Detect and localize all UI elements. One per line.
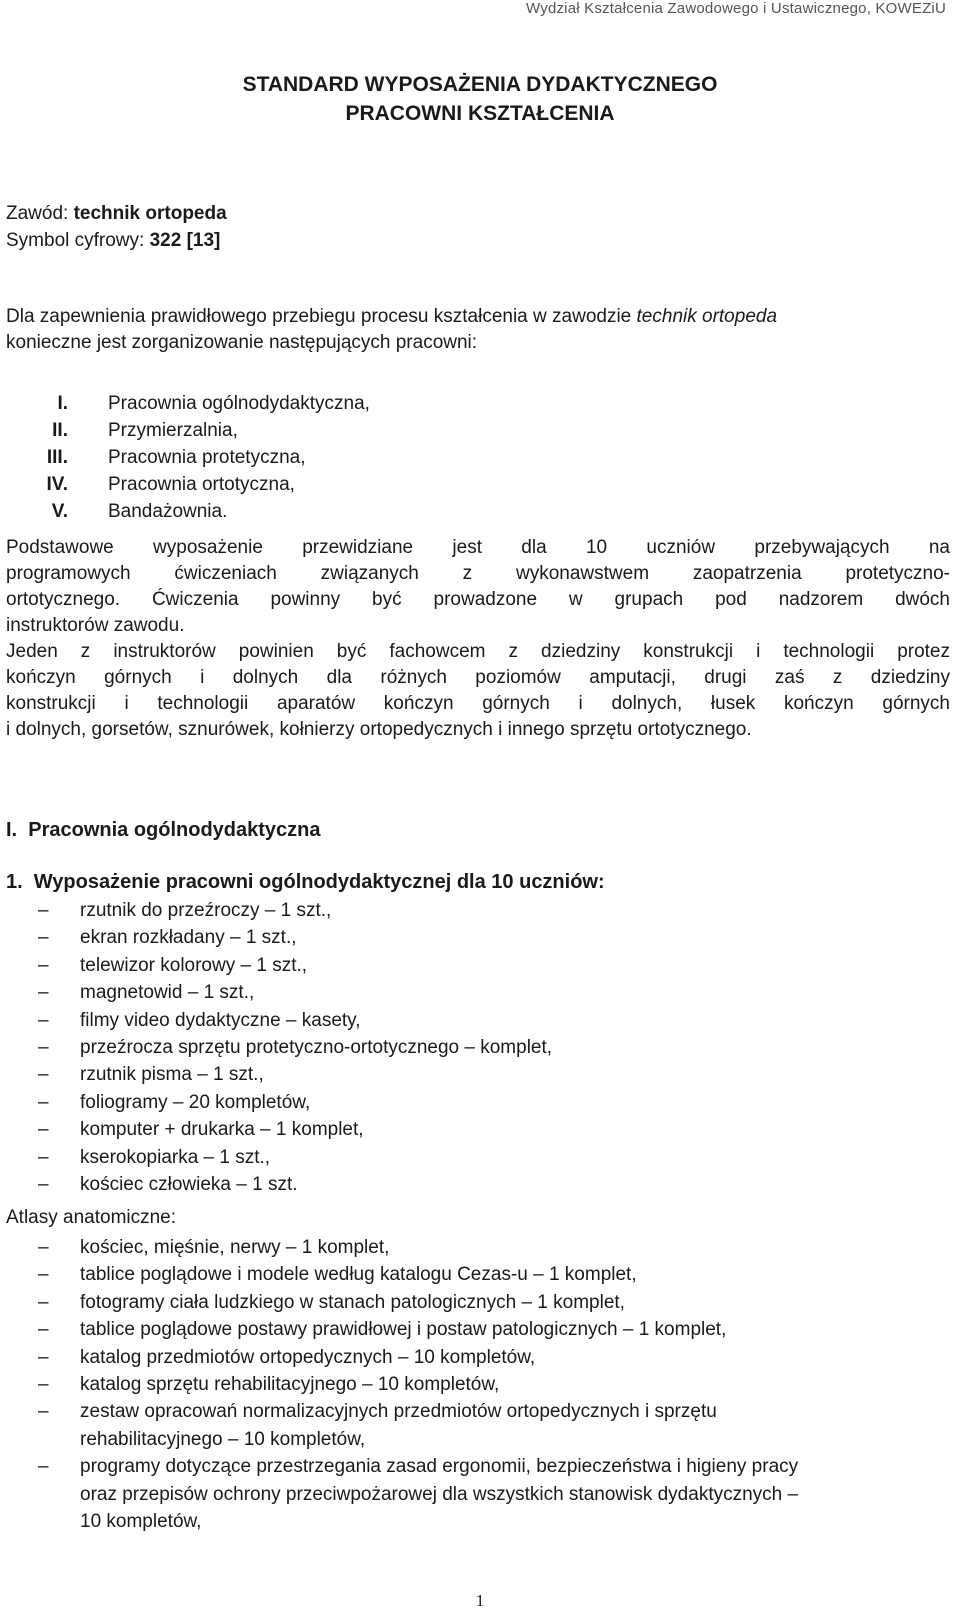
- dash-bullet: –: [38, 1119, 49, 1141]
- dash-bullet: –: [38, 1146, 49, 1168]
- dash-bullet: –: [38, 1264, 49, 1286]
- equipment-list: [6, 897, 946, 1198]
- dash-bullet: –: [38, 1037, 49, 1059]
- list-item: [0, 417, 370, 444]
- list-item-text: katalog przedmiotów ortopedycznych – 10 kompletów,: [80, 1346, 536, 1368]
- list-item: [6, 897, 946, 924]
- dash-bullet: –: [38, 982, 49, 1004]
- list-item-text: przeźrocza sprzętu protetyczno-ortotycznego – komplet,: [80, 1037, 553, 1059]
- dash-bullet: –: [38, 1091, 49, 1113]
- list-number: II.: [52, 420, 68, 441]
- list-item: [0, 498, 370, 525]
- list-item: [6, 1007, 946, 1034]
- list-item: [6, 952, 946, 979]
- list-item: [6, 1234, 946, 1261]
- intro-line-1: [6, 304, 950, 330]
- list-number: IV.: [46, 474, 68, 495]
- profession-row: [6, 200, 950, 227]
- list-item-text: fotogramy ciała ludzkiego w stanach patologicznych – 1 komplet,: [80, 1291, 625, 1313]
- list-item: [6, 1144, 946, 1171]
- list-item: [6, 1116, 946, 1143]
- paragraph-line: kończyn górnych i dolnych dla różnych poziomów amputacji, drugi zaś z dziedziny: [6, 667, 950, 688]
- paragraph-line: Podstawowe wyposażenie przewidziane jest dla 10 uczniów przebywających na: [6, 537, 950, 558]
- title-line-1: STANDARD WYPOSAŻENIA DYDAKTYCZNEGO: [242, 73, 718, 96]
- list-item-text: kościec, mięśnie, nerwy – 1 komplet,: [80, 1237, 390, 1258]
- list-item-line: rehabilitacyjnego – 10 kompletów,: [80, 1428, 366, 1450]
- intro-line-2: konieczne jest zorganizowanie następujących pracowni:: [6, 332, 478, 353]
- list-item: [0, 390, 370, 417]
- dash-bullet: –: [38, 1237, 49, 1258]
- dash-bullet: –: [38, 954, 49, 976]
- symbol-row: [6, 227, 950, 254]
- list-item-text: tablice poglądowe postawy prawidłowej i postaw patologicznych – 1 komplet,: [80, 1319, 727, 1341]
- list-item-line: zestaw opracowań normalizacyjnych przedmiotów ortopedycznych i sprzętu: [80, 1401, 717, 1423]
- list-item: [6, 1261, 946, 1288]
- symbol-value: 322 [13]: [149, 230, 221, 251]
- intro-italic-profession: technik ortopeda: [636, 306, 778, 327]
- list-item-text: kościec człowieka – 1 szt.: [80, 1174, 298, 1196]
- atlases-list: [6, 1234, 946, 1535]
- paragraph-line: i dolnych, gorsetów, sznurówek, kołnierzy ortopedycznych i innego sprzętu ortotycznego.: [6, 719, 752, 740]
- list-item-text: komputer + drukarka – 1 komplet,: [80, 1119, 364, 1141]
- list-item-text: tablice poglądowe i modele według katalogu Cezas-u – 1 komplet,: [80, 1264, 637, 1286]
- dash-bullet: –: [38, 1456, 49, 1478]
- paragraph-line: konstrukcji i technologii aparatów kończyn górnych i dolnych, łusek kończyn górnych: [6, 693, 950, 714]
- dash-bullet: –: [38, 900, 49, 921]
- list-item: [0, 444, 370, 471]
- symbol-label: Symbol cyfrowy:: [6, 230, 150, 251]
- list-item: [6, 979, 946, 1006]
- dash-bullet: –: [38, 1174, 49, 1196]
- list-item: [6, 1453, 946, 1535]
- title-line-2: PRACOWNI KSZTAŁCENIA: [345, 102, 615, 125]
- list-number: III.: [46, 447, 68, 468]
- list-item-text: kserokopiarka – 1 szt.,: [80, 1146, 271, 1168]
- list-item: [6, 1398, 946, 1453]
- dash-bullet: –: [38, 1009, 49, 1031]
- intro-text: Dla zapewnienia prawidłowego przebiegu procesu kształcenia w zawodzie: [6, 306, 637, 327]
- dash-bullet: –: [38, 1291, 49, 1313]
- list-item: [6, 1316, 946, 1343]
- paragraph-line: programowych ćwiczeniach związanych z wykonawstwem zaopatrzenia protetyczno-: [6, 563, 950, 584]
- dash-bullet: –: [38, 1346, 49, 1368]
- list-item: [6, 1089, 946, 1116]
- list-item: [6, 1344, 946, 1371]
- list-item-line: 10 kompletów,: [80, 1511, 202, 1533]
- list-item: [6, 924, 946, 951]
- list-item-text: telewizor kolorowy – 1 szt.,: [80, 954, 308, 976]
- list-item-line: programy dotyczące przestrzegania zasad ergonomii, bezpieczeństwa i higieny pracy: [80, 1456, 799, 1478]
- list-item-text: foliogramy – 20 kompletów,: [80, 1091, 311, 1113]
- list-item-text: Przymierzalnia,: [108, 420, 238, 441]
- list-item: [0, 471, 370, 498]
- atlases-label: Atlasy anatomiczne:: [6, 1207, 177, 1228]
- list-item: [6, 1289, 946, 1316]
- list-number: V.: [51, 501, 68, 522]
- dash-bullet: –: [38, 1374, 49, 1396]
- dash-bullet: –: [38, 1319, 49, 1341]
- paragraph-line: instruktorów zawodu.: [6, 615, 185, 636]
- section-heading: I. Pracownia ogólnodydaktyczna: [6, 819, 321, 841]
- paragraph-basic-equipment: [6, 535, 950, 639]
- paragraph-line: ortotycznego. Ćwiczenia powinny być prowadzone w grupach pod nadzorem dwóch: [6, 589, 950, 610]
- list-item-line: oraz przepisów ochrony przeciwpożarowej dla wszystkich stanowisk dydaktycznych –: [80, 1483, 799, 1505]
- page-header: Wydział Kształcenia Zawodowego i Ustawicznego, KOWEZiU: [526, 0, 946, 17]
- list-item-text: magnetowid – 1 szt.,: [80, 982, 255, 1004]
- list-item-text: Pracownia ortotyczna,: [108, 474, 295, 495]
- dash-bullet: –: [38, 927, 49, 949]
- list-item: [6, 1034, 946, 1061]
- list-item-text: Bandażownia.: [108, 501, 228, 522]
- list-item: [6, 1371, 946, 1398]
- profession-value: technik ortopeda: [73, 203, 227, 224]
- list-item-text: rzutnik do przeźroczy – 1 szt.,: [80, 900, 332, 921]
- list-item: [6, 1061, 946, 1088]
- list-item-text: Pracownia protetyczna,: [108, 447, 306, 468]
- page-number: 1: [475, 1591, 485, 1610]
- paragraph-instructors: [6, 639, 950, 743]
- list-item-text: ekran rozkładany – 1 szt.,: [80, 927, 297, 949]
- intro-paragraph: [6, 304, 950, 356]
- list-item-text: rzutnik pisma – 1 szt.,: [80, 1064, 264, 1086]
- list-item-text: [80, 1453, 946, 1535]
- subsection-heading: 1. Wyposażenie pracowni ogólnodydaktycznej dla 10 uczniów:: [6, 871, 605, 893]
- list-number: I.: [57, 393, 68, 414]
- document-title: [0, 70, 960, 128]
- list-item-text: [80, 1398, 946, 1453]
- list-item: [6, 1171, 946, 1198]
- paragraph-line: Jeden z instruktorów powinien być fachowcem z dziedziny konstrukcji i technologii protez: [6, 641, 950, 662]
- profession-label: Zawód:: [6, 203, 74, 224]
- list-item-text: filmy video dydaktyczne – kasety,: [80, 1009, 361, 1031]
- list-item-text: katalog sprzętu rehabilitacyjnego – 10 kompletów,: [80, 1374, 500, 1396]
- list-item-text: Pracownia ogólnodydaktyczna,: [108, 393, 370, 414]
- rooms-list: [0, 390, 370, 525]
- profession-info: [6, 200, 950, 254]
- dash-bullet: –: [38, 1401, 49, 1423]
- dash-bullet: –: [38, 1064, 49, 1086]
